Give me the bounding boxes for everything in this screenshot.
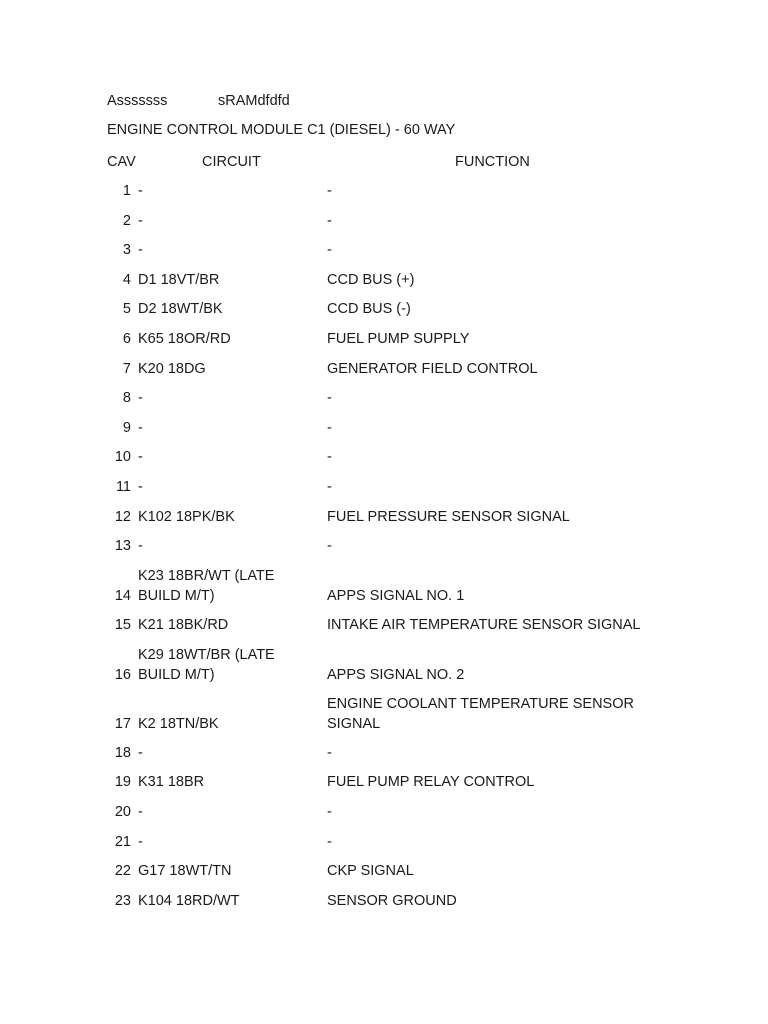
function-text: FUEL PUMP SUPPLY bbox=[327, 331, 470, 347]
table-row bbox=[0, 891, 768, 911]
function-cell bbox=[327, 743, 667, 763]
circuit-text: - bbox=[138, 183, 143, 199]
function-text: SIGNAL bbox=[327, 715, 381, 732]
table-row bbox=[0, 694, 768, 734]
cav-number: 11 bbox=[115, 479, 131, 495]
circuit-text: - bbox=[138, 212, 143, 229]
function-text: CCD BUS (-) bbox=[327, 301, 411, 318]
table-row bbox=[0, 418, 768, 438]
circuit-text: - bbox=[138, 479, 143, 495]
cav-number: 5 bbox=[122, 301, 131, 318]
function-cell bbox=[327, 861, 667, 881]
circuit-cell bbox=[138, 388, 318, 408]
function-text: APPS SIGNAL NO. 2 bbox=[327, 666, 465, 683]
table-row bbox=[0, 388, 768, 408]
cav-number: 2 bbox=[122, 212, 131, 229]
table-row bbox=[0, 772, 768, 792]
cav-number: 17 bbox=[114, 715, 131, 732]
circuit-cell bbox=[138, 536, 318, 556]
table-row bbox=[0, 743, 768, 763]
table-row bbox=[0, 645, 768, 685]
function-text: - bbox=[327, 538, 332, 555]
function-cell bbox=[327, 586, 667, 606]
function-cell bbox=[327, 299, 667, 319]
function-cell bbox=[327, 359, 667, 379]
function-cell bbox=[327, 181, 667, 201]
function-cell bbox=[327, 329, 667, 349]
cav-number: 20 bbox=[114, 803, 131, 820]
table-row bbox=[0, 270, 768, 290]
circuit-text: - bbox=[138, 242, 143, 259]
function-cell bbox=[327, 240, 667, 260]
function-cell bbox=[327, 665, 667, 685]
circuit-cell bbox=[138, 645, 318, 685]
circuit-cell bbox=[138, 359, 318, 379]
function-text: CKP SIGNAL bbox=[327, 863, 414, 880]
circuit-cell bbox=[138, 507, 318, 527]
table-row bbox=[0, 299, 768, 319]
column-header-circuit: CIRCUIT bbox=[202, 154, 261, 170]
circuit-text: D2 18WT/BK bbox=[138, 301, 223, 318]
cav-number: 19 bbox=[114, 774, 131, 791]
function-cell bbox=[327, 536, 667, 556]
cav-number: 21 bbox=[114, 833, 131, 850]
circuit-cell bbox=[138, 211, 318, 231]
table-row bbox=[0, 477, 768, 497]
function-text: - bbox=[327, 449, 332, 466]
function-cell bbox=[327, 447, 667, 467]
circuit-cell bbox=[138, 832, 318, 852]
function-text: FUEL PRESSURE SENSOR SIGNAL bbox=[327, 508, 570, 525]
table-row bbox=[0, 832, 768, 852]
cav-number: 23 bbox=[114, 892, 131, 909]
function-cell bbox=[327, 270, 667, 290]
circuit-text: BUILD M/T) bbox=[138, 587, 215, 604]
table-row bbox=[0, 536, 768, 556]
header-right-text: sRAMdfdfd bbox=[218, 93, 290, 109]
function-text: APPS SIGNAL NO. 1 bbox=[327, 587, 465, 604]
cav-number: 1 bbox=[122, 183, 131, 199]
circuit-text: K104 18RD/WT bbox=[138, 892, 240, 909]
circuit-text: - bbox=[138, 803, 143, 820]
header-left-text: Asssssss bbox=[107, 93, 168, 109]
circuit-cell bbox=[138, 714, 318, 734]
circuit-cell bbox=[138, 802, 318, 822]
circuit-text: K29 18WT/BR (LATE bbox=[138, 646, 275, 663]
circuit-cell bbox=[138, 418, 318, 438]
circuit-cell bbox=[138, 240, 318, 260]
circuit-text: K2 18TN/BK bbox=[138, 715, 219, 732]
table-row bbox=[0, 861, 768, 881]
circuit-text: BUILD M/T) bbox=[138, 666, 215, 683]
table-row bbox=[0, 359, 768, 379]
column-header-cav: CAV bbox=[107, 154, 136, 170]
cav-number: 16 bbox=[114, 666, 131, 683]
table-row bbox=[0, 447, 768, 467]
table-row bbox=[0, 802, 768, 822]
circuit-cell bbox=[138, 772, 318, 792]
function-cell bbox=[327, 477, 667, 497]
column-header-function: FUNCTION bbox=[455, 154, 530, 170]
circuit-text: - bbox=[138, 744, 143, 761]
circuit-cell bbox=[138, 477, 318, 497]
table-row bbox=[0, 240, 768, 260]
circuit-text: - bbox=[138, 449, 143, 466]
function-text: GENERATOR FIELD CONTROL bbox=[327, 360, 538, 377]
circuit-cell bbox=[138, 329, 318, 349]
circuit-text: D1 18VT/BR bbox=[138, 271, 220, 288]
function-text: SENSOR GROUND bbox=[327, 892, 457, 909]
function-text: ENGINE COOLANT TEMPERATURE SENSOR bbox=[327, 695, 634, 712]
circuit-text: - bbox=[138, 419, 143, 436]
function-text: - bbox=[327, 833, 332, 850]
circuit-cell bbox=[138, 615, 318, 635]
cav-number: 18 bbox=[114, 744, 131, 761]
cav-number: 9 bbox=[122, 419, 131, 436]
function-cell bbox=[327, 388, 667, 408]
function-text: - bbox=[327, 390, 332, 407]
function-text: - bbox=[327, 183, 332, 199]
function-cell bbox=[327, 832, 667, 852]
cav-number: 4 bbox=[122, 271, 131, 288]
circuit-cell bbox=[138, 566, 318, 606]
cav-number: 15 bbox=[114, 616, 131, 633]
cav-number: 6 bbox=[122, 331, 131, 347]
circuit-text: K31 18BR bbox=[138, 774, 205, 791]
function-cell bbox=[327, 694, 667, 734]
cav-number: 7 bbox=[122, 360, 131, 377]
function-text: - bbox=[327, 242, 332, 259]
circuit-text: - bbox=[138, 538, 143, 555]
table-row bbox=[0, 615, 768, 635]
circuit-cell bbox=[138, 743, 318, 763]
table-row bbox=[0, 181, 768, 201]
circuit-cell bbox=[138, 181, 318, 201]
function-cell bbox=[327, 211, 667, 231]
function-cell bbox=[327, 802, 667, 822]
cav-number: 8 bbox=[122, 390, 131, 407]
function-text: - bbox=[327, 803, 332, 820]
function-text: INTAKE AIR TEMPERATURE SENSOR SIGNAL bbox=[327, 616, 641, 633]
circuit-text: - bbox=[138, 833, 143, 850]
cav-number: 13 bbox=[114, 538, 131, 555]
function-text: FUEL PUMP RELAY CONTROL bbox=[327, 774, 535, 791]
circuit-text: K21 18BK/RD bbox=[138, 616, 229, 633]
cav-number: 10 bbox=[114, 449, 131, 466]
circuit-text: - bbox=[138, 390, 143, 407]
cav-number: 14 bbox=[114, 587, 131, 604]
function-cell bbox=[327, 418, 667, 438]
function-cell bbox=[327, 891, 667, 911]
circuit-cell bbox=[138, 299, 318, 319]
function-text: CCD BUS (+) bbox=[327, 271, 415, 288]
table-row bbox=[0, 566, 768, 606]
table-row bbox=[0, 329, 768, 349]
circuit-text: K23 18BR/WT (LATE bbox=[138, 567, 275, 584]
table-row bbox=[0, 507, 768, 527]
function-text: - bbox=[327, 479, 332, 495]
function-cell bbox=[327, 772, 667, 792]
circuit-cell bbox=[138, 861, 318, 881]
circuit-text: K65 18OR/RD bbox=[138, 331, 231, 347]
circuit-text: G17 18WT/TN bbox=[138, 863, 232, 880]
function-text: - bbox=[327, 744, 332, 761]
function-cell bbox=[327, 615, 667, 635]
table-row bbox=[0, 211, 768, 231]
circuit-text: K20 18DG bbox=[138, 360, 206, 377]
circuit-cell bbox=[138, 891, 318, 911]
cav-number: 12 bbox=[114, 508, 131, 525]
function-cell bbox=[327, 507, 667, 527]
cav-number: 3 bbox=[122, 242, 131, 259]
function-text: - bbox=[327, 212, 332, 229]
page-title: ENGINE CONTROL MODULE C1 (DIESEL) - 60 WAY bbox=[107, 122, 456, 138]
circuit-cell bbox=[138, 270, 318, 290]
circuit-text: K102 18PK/BK bbox=[138, 508, 235, 525]
circuit-cell bbox=[138, 447, 318, 467]
cav-number: 22 bbox=[114, 863, 131, 880]
function-text: - bbox=[327, 419, 332, 436]
